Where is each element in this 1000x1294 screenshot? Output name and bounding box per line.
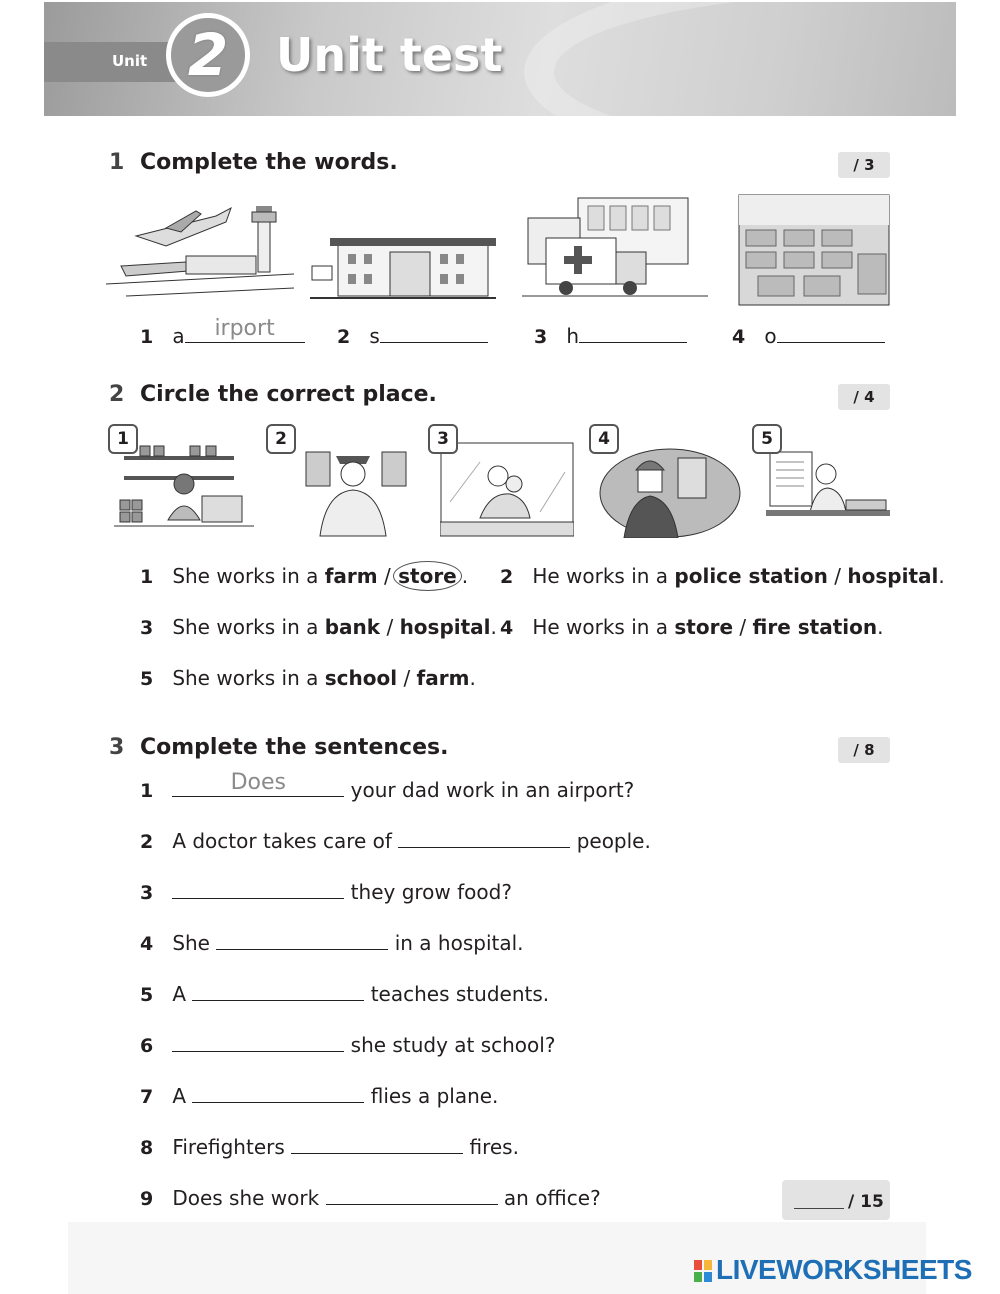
airport-picture	[106, 196, 294, 306]
section1-item	[140, 316, 305, 348]
unit-number: 2	[187, 21, 229, 89]
item-number: 8	[140, 1137, 154, 1159]
page-title: Unit test	[276, 28, 503, 82]
answer-blank[interactable]	[192, 1080, 364, 1103]
option-1[interactable]: bank	[324, 615, 381, 639]
police-officer-picture	[286, 440, 420, 538]
sentence-end: .	[461, 564, 469, 588]
circle-sentence	[500, 564, 945, 588]
item-number: 3	[534, 326, 548, 348]
option-separator: /	[834, 564, 842, 588]
item-number: 1	[140, 566, 154, 588]
word-blank[interactable]	[579, 320, 687, 343]
option-separator: /	[403, 666, 411, 690]
sentence-lead: He works in a	[532, 564, 669, 588]
section2-score: / 4	[838, 384, 890, 410]
sentence-before: A	[172, 982, 186, 1006]
section3-score: / 8	[838, 737, 890, 763]
item-number: 2	[500, 566, 514, 588]
section3-number: 3	[109, 735, 125, 760]
option-separator: /	[739, 615, 747, 639]
section1-number: 1	[109, 150, 125, 175]
sentence-row	[140, 1080, 498, 1108]
sentence-before: Firefighters	[172, 1135, 285, 1159]
item-number: 2	[140, 831, 154, 853]
liveworksheets-logo[interactable]: LIVEWORKSHEETS	[716, 1254, 972, 1285]
item-number: 2	[337, 326, 351, 348]
sentence-row	[140, 978, 549, 1006]
sentence-after: fires.	[469, 1135, 519, 1159]
firefighter-picture	[598, 448, 742, 538]
sentence-row	[140, 770, 635, 802]
sentence-row	[140, 1182, 601, 1210]
total-score: / 15	[848, 1192, 884, 1212]
section1-item	[732, 320, 885, 348]
option-2-circled[interactable]: store	[393, 561, 462, 591]
circle-sentence	[500, 615, 883, 639]
section3-title: Complete the sentences.	[140, 735, 449, 760]
picture-number-badge: 1	[108, 424, 138, 454]
answer-blank[interactable]	[172, 876, 344, 899]
section1-item	[337, 320, 488, 348]
circle-sentence	[140, 615, 497, 639]
item-number: 4	[732, 326, 746, 348]
item-number: 3	[140, 882, 154, 904]
sentence-row	[140, 825, 651, 853]
bank-teller-picture	[440, 442, 574, 538]
sentence-before: A	[172, 1084, 186, 1108]
sentence-row	[140, 927, 524, 955]
option-2[interactable]: fire station	[752, 615, 878, 639]
item-number: 4	[500, 617, 514, 639]
answer-blank[interactable]	[172, 1029, 344, 1052]
option-1[interactable]: store	[674, 615, 734, 639]
sentence-lead: She works in a	[172, 666, 319, 690]
sentence-after: flies a plane.	[370, 1084, 499, 1108]
answer-text: Does	[230, 770, 287, 795]
item-number: 7	[140, 1086, 154, 1108]
section2-number: 2	[109, 382, 125, 407]
sentence-after: people.	[576, 829, 651, 853]
word-prefix: a	[172, 324, 185, 348]
sentence-after: teaches students.	[370, 982, 550, 1006]
option-separator: /	[384, 564, 391, 588]
unit-label: Unit	[112, 52, 148, 70]
option-2[interactable]: hospital	[847, 564, 939, 588]
section1-score: / 3	[838, 152, 890, 178]
picture-number-badge: 2	[266, 424, 296, 454]
word-blank[interactable]	[380, 320, 488, 343]
answer-blank[interactable]	[192, 978, 364, 1001]
office-picture	[738, 194, 890, 306]
option-separator: /	[386, 615, 394, 639]
sentence-end: .	[938, 564, 945, 588]
answer-blank[interactable]	[291, 1131, 463, 1154]
sentence-after: an office?	[503, 1186, 601, 1210]
option-1[interactable]: police station	[674, 564, 828, 588]
item-number: 9	[140, 1188, 154, 1210]
sentence-row	[140, 876, 512, 904]
word-prefix: s	[369, 324, 380, 348]
circle-sentence	[140, 564, 468, 588]
sentence-before: She	[172, 931, 210, 955]
item-number: 5	[140, 668, 154, 690]
sentence-lead: She works in a	[172, 615, 319, 639]
section1-item	[534, 320, 687, 348]
teacher-picture	[766, 448, 890, 536]
store-worker-picture	[114, 440, 254, 534]
section1-items	[140, 316, 920, 350]
sentence-row	[140, 1029, 555, 1057]
sentence-end: .	[877, 615, 884, 639]
section2-title: Circle the correct place.	[140, 382, 437, 407]
word-blank[interactable]	[185, 316, 305, 343]
option-2[interactable]: farm	[416, 666, 470, 690]
sentence-before: A doctor takes care of	[172, 829, 392, 853]
option-1[interactable]: school	[324, 666, 398, 690]
option-1[interactable]: farm	[324, 564, 378, 588]
total-score-blank[interactable]	[794, 1208, 844, 1209]
word-prefix: h	[566, 324, 579, 348]
item-number: 5	[140, 984, 154, 1006]
picture-number-badge: 4	[589, 424, 619, 454]
sentence-row	[140, 1131, 519, 1159]
sentence-end: .	[490, 615, 497, 639]
circle-sentence	[140, 666, 476, 690]
sentence-after: they grow food?	[350, 880, 512, 904]
sentence-after: she study at school?	[350, 1033, 556, 1057]
liveworksheets-logo-icon	[694, 1260, 712, 1282]
sentence-before: Does she work	[172, 1186, 320, 1210]
total-score-box	[782, 1180, 890, 1220]
sentence-after: your dad work in an airport?	[350, 778, 635, 802]
option-2[interactable]: hospital	[399, 615, 491, 639]
item-number: 4	[140, 933, 154, 955]
item-number: 1	[140, 326, 154, 348]
item-number: 6	[140, 1035, 154, 1057]
sentence-after: in a hospital.	[394, 931, 524, 955]
item-number: 3	[140, 617, 154, 639]
item-number: 1	[140, 780, 154, 802]
sentence-end: .	[469, 666, 476, 690]
answer-blank[interactable]	[326, 1182, 498, 1205]
answer-blank[interactable]	[216, 927, 388, 950]
word-blank[interactable]	[777, 320, 885, 343]
sentence-lead: She works in a	[172, 564, 319, 588]
school-picture	[310, 232, 496, 302]
picture-number-badge: 5	[752, 424, 782, 454]
sentence-lead: He works in a	[532, 615, 669, 639]
section1-title: Complete the words.	[140, 150, 398, 175]
hospital-picture	[522, 194, 708, 304]
picture-number-badge: 3	[428, 424, 458, 454]
answer-blank[interactable]	[172, 770, 344, 797]
word-prefix: o	[764, 324, 777, 348]
answer-blank[interactable]	[398, 825, 570, 848]
word-answer: irport	[214, 316, 275, 341]
